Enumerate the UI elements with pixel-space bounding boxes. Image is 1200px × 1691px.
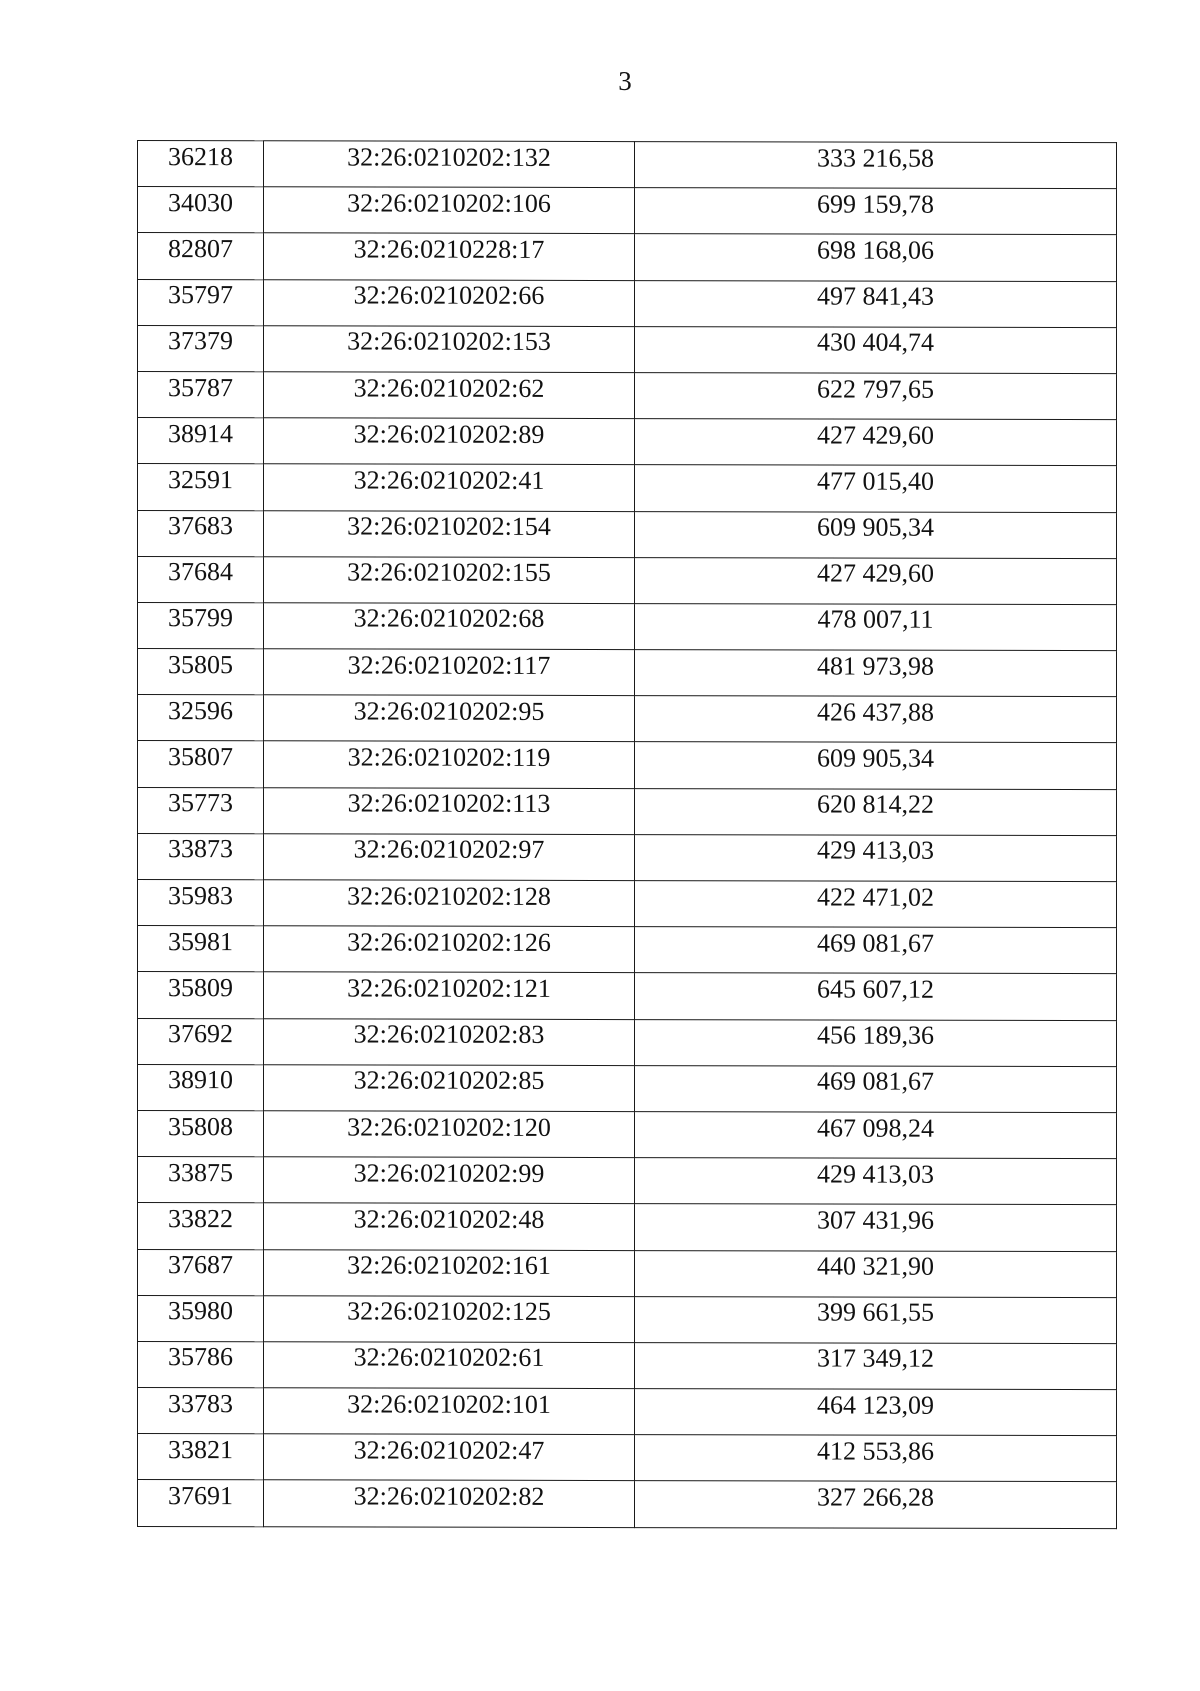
- object-number-cell: [138, 371, 264, 417]
- cadastral-number-cell: [264, 510, 635, 557]
- cadastral-number-cell: [264, 1480, 635, 1527]
- cadastral-number-cell: [264, 649, 635, 696]
- cadastral-number-cell: [264, 741, 635, 788]
- table-row: [138, 464, 1117, 512]
- cadastral-number-text: 32:26:0210202:125: [347, 1296, 551, 1327]
- table-row: [138, 649, 1117, 697]
- cadastral-value-text: 469 081,67: [817, 1066, 934, 1097]
- cadastral-value-text: 430 404,74: [817, 327, 934, 358]
- cadastral-value-cell: [635, 557, 1117, 604]
- cadastral-number-cell: [264, 556, 635, 603]
- cadastral-number-cell: [264, 1388, 635, 1435]
- cadastral-number-text: 32:26:0210202:161: [347, 1250, 551, 1280]
- object-number-cell: [138, 233, 264, 279]
- table-row: [138, 972, 1117, 1020]
- cadastral-value-cell: [635, 696, 1117, 743]
- page-number: 3: [618, 66, 632, 96]
- cadastral-value-text: 464 123,09: [817, 1390, 934, 1420]
- object-number-cell: [138, 1341, 264, 1387]
- cadastral-number-cell: [264, 972, 635, 1019]
- object-number-cell: [138, 649, 264, 695]
- cadastral-number-cell: [264, 279, 635, 326]
- object-number-cell: [138, 464, 264, 510]
- cadastral-number-text: 32:26:0210202:68: [353, 603, 545, 634]
- table-row: [138, 187, 1117, 235]
- object-number-text: 33821: [168, 1434, 233, 1465]
- object-number-text: 35799: [168, 603, 233, 633]
- object-number-text: 37687: [168, 1250, 233, 1280]
- cadastral-value-cell: [635, 1389, 1117, 1436]
- cadastral-value-text: 422 471,02: [817, 882, 934, 912]
- cadastral-number-text: 32:26:0210202:47: [353, 1435, 545, 1465]
- object-number-cell: [138, 325, 264, 371]
- object-number-text: 35797: [168, 280, 233, 310]
- cadastral-number-text: 32:26:0210202:41: [353, 465, 545, 495]
- table-row: [138, 1157, 1117, 1205]
- object-number-cell: [138, 279, 264, 325]
- cadastral-value-cell: [635, 1435, 1117, 1482]
- cadastral-number-cell: [264, 141, 635, 188]
- cadastral-value-text: 333 216,58: [817, 143, 934, 173]
- cadastral-value-cell: [635, 1065, 1117, 1112]
- table-row: [138, 371, 1117, 419]
- cadastral-value-text: 427 429,60: [817, 558, 934, 589]
- cadastral-value-table: [137, 140, 1117, 1529]
- cadastral-value-cell: [635, 973, 1117, 1020]
- table-row: [138, 926, 1117, 974]
- cadastral-value-cell: [635, 419, 1117, 466]
- cadastral-value-cell: [635, 1112, 1117, 1159]
- cadastral-value-cell: [635, 326, 1117, 373]
- object-number-text: 35983: [168, 880, 233, 910]
- object-number-text: 33822: [168, 1203, 233, 1234]
- cadastral-value-text: 440 321,90: [817, 1251, 934, 1281]
- cadastral-value-text: 620 814,22: [817, 789, 934, 819]
- object-number-text: 35808: [168, 1111, 233, 1141]
- object-number-cell: [138, 1110, 264, 1156]
- cadastral-value-text: 317 349,12: [817, 1343, 934, 1374]
- object-number-text: 38914: [168, 418, 233, 448]
- cadastral-value-cell: [635, 650, 1117, 697]
- cadastral-value-cell: [635, 927, 1117, 974]
- cadastral-value-cell: [635, 373, 1117, 420]
- object-number-text: 35805: [168, 649, 233, 679]
- cadastral-value-text: 622 797,65: [817, 374, 934, 404]
- object-number-cell: [138, 141, 264, 187]
- cadastral-number-text: 32:26:0210202:97: [353, 834, 545, 865]
- object-number-cell: [138, 602, 264, 648]
- cadastral-number-text: 32:26:0210202:126: [347, 927, 551, 957]
- cadastral-value-cell: [635, 142, 1117, 189]
- object-number-cell: [138, 1388, 264, 1434]
- table-row: [138, 233, 1117, 281]
- cadastral-value-text: 478 007,11: [817, 604, 934, 635]
- cadastral-number-text: 32:26:0210228:17: [353, 234, 545, 264]
- object-number-cell: [138, 187, 264, 233]
- table-row: [138, 741, 1117, 789]
- object-number-cell: [138, 926, 264, 972]
- cadastral-number-cell: [264, 834, 635, 881]
- object-number-text: 33875: [168, 1157, 233, 1187]
- table-row: [138, 510, 1117, 558]
- cadastral-number-cell: [264, 233, 635, 280]
- cadastral-number-text: 32:26:0210202:153: [347, 326, 551, 357]
- cadastral-value-text: 699 159,78: [817, 189, 934, 219]
- table-row: [138, 1064, 1117, 1112]
- table-row: [138, 279, 1117, 327]
- table-row: [138, 880, 1117, 928]
- cadastral-value-text: 426 437,88: [817, 697, 934, 727]
- cadastral-value-cell: [635, 1250, 1117, 1297]
- object-number-text: 33783: [168, 1388, 233, 1418]
- object-number-cell: [138, 1064, 264, 1110]
- object-number-cell: [138, 1295, 264, 1341]
- object-number-cell: [138, 741, 264, 787]
- cadastral-value-cell: [635, 603, 1117, 650]
- object-number-cell: [138, 1157, 264, 1203]
- cadastral-value-cell: [635, 280, 1117, 327]
- cadastral-value-cell: [635, 465, 1117, 512]
- cadastral-value-text: 429 413,03: [817, 1159, 934, 1189]
- cadastral-value-text: 456 189,36: [817, 1020, 934, 1050]
- object-number-text: 37379: [168, 326, 233, 356]
- object-number-cell: [138, 695, 264, 741]
- cadastral-value-cell: [635, 834, 1117, 881]
- table-row: [138, 1341, 1117, 1389]
- object-number-text: 37684: [168, 557, 233, 587]
- object-number-text: 35773: [168, 788, 233, 818]
- cadastral-value-cell: [635, 788, 1117, 835]
- cadastral-number-cell: [264, 1018, 635, 1065]
- cadastral-value-text: 477 015,40: [817, 466, 934, 496]
- object-number-text: 32596: [168, 695, 233, 726]
- object-number-text: 35787: [168, 372, 233, 402]
- cadastral-value-cell: [635, 742, 1117, 789]
- object-number-text: 36218: [168, 141, 233, 171]
- cadastral-number-cell: [264, 326, 635, 373]
- object-number-text: 82807: [168, 234, 233, 264]
- cadastral-value-cell: [635, 1481, 1117, 1528]
- object-number-text: 35809: [168, 973, 233, 1003]
- table-row: [138, 418, 1117, 466]
- object-number-cell: [138, 418, 264, 464]
- object-number-text: 37691: [168, 1481, 233, 1511]
- cadastral-value-cell: [635, 1019, 1117, 1066]
- cadastral-value-cell: [635, 1204, 1117, 1251]
- cadastral-number-cell: [264, 372, 635, 419]
- cadastral-number-cell: [264, 1065, 635, 1112]
- cadastral-number-cell: [264, 880, 635, 927]
- cadastral-value-text: 327 266,28: [817, 1482, 934, 1512]
- object-number-text: 35807: [168, 742, 233, 772]
- cadastral-value-text: 609 905,34: [817, 743, 934, 773]
- object-number-text: 33873: [168, 834, 233, 864]
- cadastral-number-cell: [264, 1111, 635, 1158]
- cadastral-value-text: 429 413,03: [817, 835, 934, 866]
- cadastral-value-cell: [635, 511, 1117, 558]
- cadastral-value-cell: [635, 881, 1117, 928]
- cadastral-value-text: 609 905,34: [817, 512, 934, 542]
- cadastral-value-cell: [635, 1158, 1117, 1205]
- object-number-text: 35980: [168, 1296, 233, 1326]
- table-row: [138, 1295, 1117, 1343]
- cadastral-number-text: 32:26:0210202:119: [347, 742, 551, 772]
- object-number-cell: [138, 880, 264, 926]
- cadastral-number-text: 32:26:0210202:120: [347, 1111, 551, 1142]
- cadastral-number-cell: [264, 1157, 635, 1204]
- cadastral-value-text: 399 661,55: [817, 1297, 934, 1328]
- object-number-text: 35981: [168, 926, 233, 956]
- cadastral-number-text: 32:26:0210202:155: [347, 557, 551, 588]
- cadastral-value-text: 427 429,60: [817, 420, 934, 450]
- table-row: [138, 1203, 1117, 1251]
- table-row: [138, 787, 1117, 835]
- cadastral-number-cell: [264, 418, 635, 465]
- cadastral-number-cell: [264, 1342, 635, 1389]
- cadastral-number-text: 32:26:0210202:154: [347, 511, 551, 541]
- object-number-text: 38910: [168, 1065, 233, 1095]
- table-row: [138, 1480, 1117, 1528]
- cadastral-number-text: 32:26:0210202:132: [347, 142, 551, 172]
- cadastral-number-text: 32:26:0210202:82: [353, 1481, 545, 1511]
- table-row: [138, 1018, 1117, 1066]
- cadastral-value-text: 645 607,12: [817, 974, 934, 1004]
- cadastral-number-text: 32:26:0210202:101: [347, 1389, 551, 1419]
- object-number-cell: [138, 510, 264, 556]
- cadastral-number-cell: [264, 1434, 635, 1481]
- cadastral-number-cell: [264, 1203, 635, 1250]
- table-row: [138, 141, 1117, 189]
- cadastral-number-text: 32:26:0210202:85: [353, 1065, 545, 1096]
- object-number-text: 32591: [168, 464, 233, 495]
- cadastral-number-text: 32:26:0210202:62: [353, 373, 545, 403]
- object-number-cell: [138, 787, 264, 833]
- cadastral-number-text: 32:26:0210202:61: [353, 1342, 545, 1373]
- object-number-cell: [138, 1018, 264, 1064]
- cadastral-number-text: 32:26:0210202:117: [347, 650, 551, 680]
- cadastral-number-text: 32:26:0210202:83: [353, 1019, 545, 1050]
- object-number-text: 37692: [168, 1019, 233, 1049]
- table-row: [138, 556, 1117, 604]
- cadastral-number-text: 32:26:0210202:113: [347, 788, 551, 819]
- cadastral-number-text: 32:26:0210202:66: [353, 280, 545, 311]
- object-number-cell: [138, 1434, 264, 1480]
- cadastral-number-text: 32:26:0210202:121: [347, 973, 551, 1003]
- object-number-text: 35786: [168, 1342, 233, 1372]
- object-number-cell: [138, 556, 264, 602]
- cadastral-number-text: 32:26:0210202:128: [347, 881, 551, 911]
- object-number-cell: [138, 833, 264, 879]
- table-row: [138, 1434, 1117, 1482]
- object-number-cell: [138, 1203, 264, 1249]
- cadastral-value-text: 698 168,06: [817, 235, 934, 265]
- cadastral-value-text: 307 431,96: [817, 1205, 934, 1235]
- table-row: [138, 1110, 1117, 1158]
- table-row: [138, 325, 1117, 373]
- cadastral-value-cell: [635, 1296, 1117, 1343]
- object-number-text: 34030: [168, 187, 233, 217]
- cadastral-value-cell: [635, 188, 1117, 235]
- object-number-text: 37683: [168, 511, 233, 541]
- table-row: [138, 1249, 1117, 1297]
- cadastral-value-cell: [635, 234, 1117, 281]
- cadastral-number-cell: [264, 695, 635, 742]
- cadastral-value-text: 469 081,67: [817, 928, 934, 958]
- table-row: [138, 695, 1117, 743]
- table-row: [138, 833, 1117, 881]
- cadastral-number-cell: [264, 187, 635, 234]
- cadastral-number-cell: [264, 603, 635, 650]
- object-number-cell: [138, 1249, 264, 1295]
- cadastral-number-text: 32:26:0210202:99: [353, 1158, 545, 1188]
- cadastral-value-text: 497 841,43: [817, 281, 934, 311]
- cadastral-value-text: 412 553,86: [817, 1436, 934, 1466]
- cadastral-value-text: 481 973,98: [817, 651, 934, 681]
- cadastral-number-text: 32:26:0210202:106: [347, 188, 551, 218]
- cadastral-number-text: 32:26:0210202:95: [353, 696, 545, 726]
- cadastral-number-cell: [264, 1249, 635, 1296]
- cadastral-number-cell: [264, 926, 635, 973]
- table-row: [138, 1388, 1117, 1436]
- cadastral-number-text: 32:26:0210202:89: [353, 419, 545, 449]
- cadastral-number-cell: [264, 464, 635, 511]
- table-body: [138, 141, 1117, 1529]
- cadastral-value-text: 467 098,24: [817, 1113, 934, 1143]
- object-number-cell: [138, 1480, 264, 1526]
- object-number-cell: [138, 972, 264, 1018]
- cadastral-number-cell: [264, 1295, 635, 1342]
- table-row: [138, 602, 1117, 650]
- cadastral-number-cell: [264, 787, 635, 834]
- cadastral-value-cell: [635, 1342, 1117, 1389]
- cadastral-number-text: 32:26:0210202:48: [353, 1204, 545, 1234]
